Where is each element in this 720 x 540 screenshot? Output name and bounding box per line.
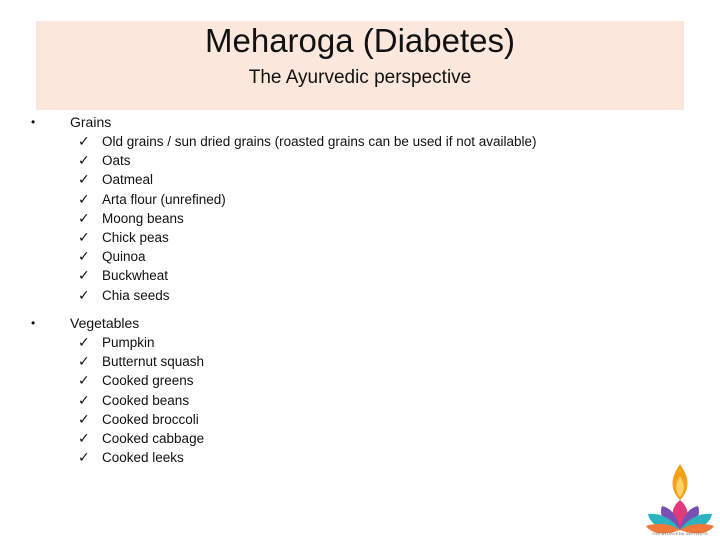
section-heading: Grains — [70, 114, 112, 130]
checkmark-icon: ✓ — [78, 449, 90, 466]
list-item-label: Arta flour (unrefined) — [102, 191, 226, 207]
checkmark-icon: ✓ — [78, 353, 90, 370]
list-item-label: Quinoa — [102, 249, 146, 265]
list-item-label: Cooked cabbage — [102, 431, 205, 447]
checkmark-icon: ✓ — [78, 267, 90, 284]
list-item — [78, 266, 537, 285]
list-item — [78, 209, 537, 228]
slide-subtitle: The Ayurvedic perspective — [248, 67, 472, 88]
list-item — [78, 429, 204, 448]
list-item — [78, 448, 204, 467]
vegetables-list — [78, 333, 204, 467]
list-item — [78, 228, 537, 247]
list-item-label: Chia seeds — [102, 287, 170, 303]
checkmark-icon: ✓ — [78, 391, 90, 408]
list-item-label: Cooked leeks — [102, 450, 184, 466]
grains-list — [78, 132, 537, 305]
list-item — [78, 151, 537, 170]
list-item — [78, 170, 537, 189]
list-item — [78, 391, 204, 410]
checkmark-icon: ✓ — [78, 286, 90, 303]
list-item-label: Moong beans — [102, 210, 184, 226]
checkmark-icon: ✓ — [78, 190, 90, 207]
bullet: • — [31, 115, 36, 129]
list-item — [78, 190, 537, 209]
checkmark-icon: ✓ — [78, 229, 90, 246]
checkmark-icon: ✓ — [78, 248, 90, 265]
list-item-label: Cooked greens — [102, 373, 194, 389]
checkmark-icon: ✓ — [78, 430, 90, 447]
list-item-label: Cooked beans — [102, 392, 190, 408]
checkmark-icon: ✓ — [78, 171, 90, 188]
logo-caption: THE AYURVEDA INSTITUTE — [651, 531, 709, 536]
list-item-label: Cooked broccoli — [102, 411, 199, 427]
slide-title: Meharoga (Diabetes) — [205, 22, 515, 59]
list-item-label: Old grains / sun dried grains (roasted grains can be used if not available) — [102, 134, 537, 150]
title-band — [36, 21, 684, 110]
list-item — [78, 410, 204, 429]
lotus-flame-logo-icon — [640, 460, 720, 540]
list-item — [78, 132, 537, 151]
checkmark-icon: ✓ — [78, 133, 90, 150]
bullet: • — [31, 316, 36, 330]
list-item — [78, 286, 537, 305]
checkmark-icon: ✓ — [78, 209, 90, 226]
list-item-label: Buckwheat — [102, 268, 169, 284]
list-item — [78, 371, 204, 390]
list-item — [78, 333, 204, 352]
list-item-label: Oatmeal — [102, 172, 154, 188]
list-item-label: Butternut squash — [102, 354, 205, 370]
checkmark-icon: ✓ — [78, 152, 90, 169]
list-item-label: Oats — [102, 153, 131, 169]
list-item — [78, 352, 204, 371]
list-item-label: Pumpkin — [102, 335, 155, 351]
list-item-label: Chick peas — [102, 230, 169, 246]
checkmark-icon: ✓ — [78, 372, 90, 389]
checkmark-icon: ✓ — [78, 334, 90, 351]
list-item — [78, 247, 537, 266]
section-heading: Vegetables — [70, 315, 140, 331]
checkmark-icon: ✓ — [78, 410, 90, 427]
